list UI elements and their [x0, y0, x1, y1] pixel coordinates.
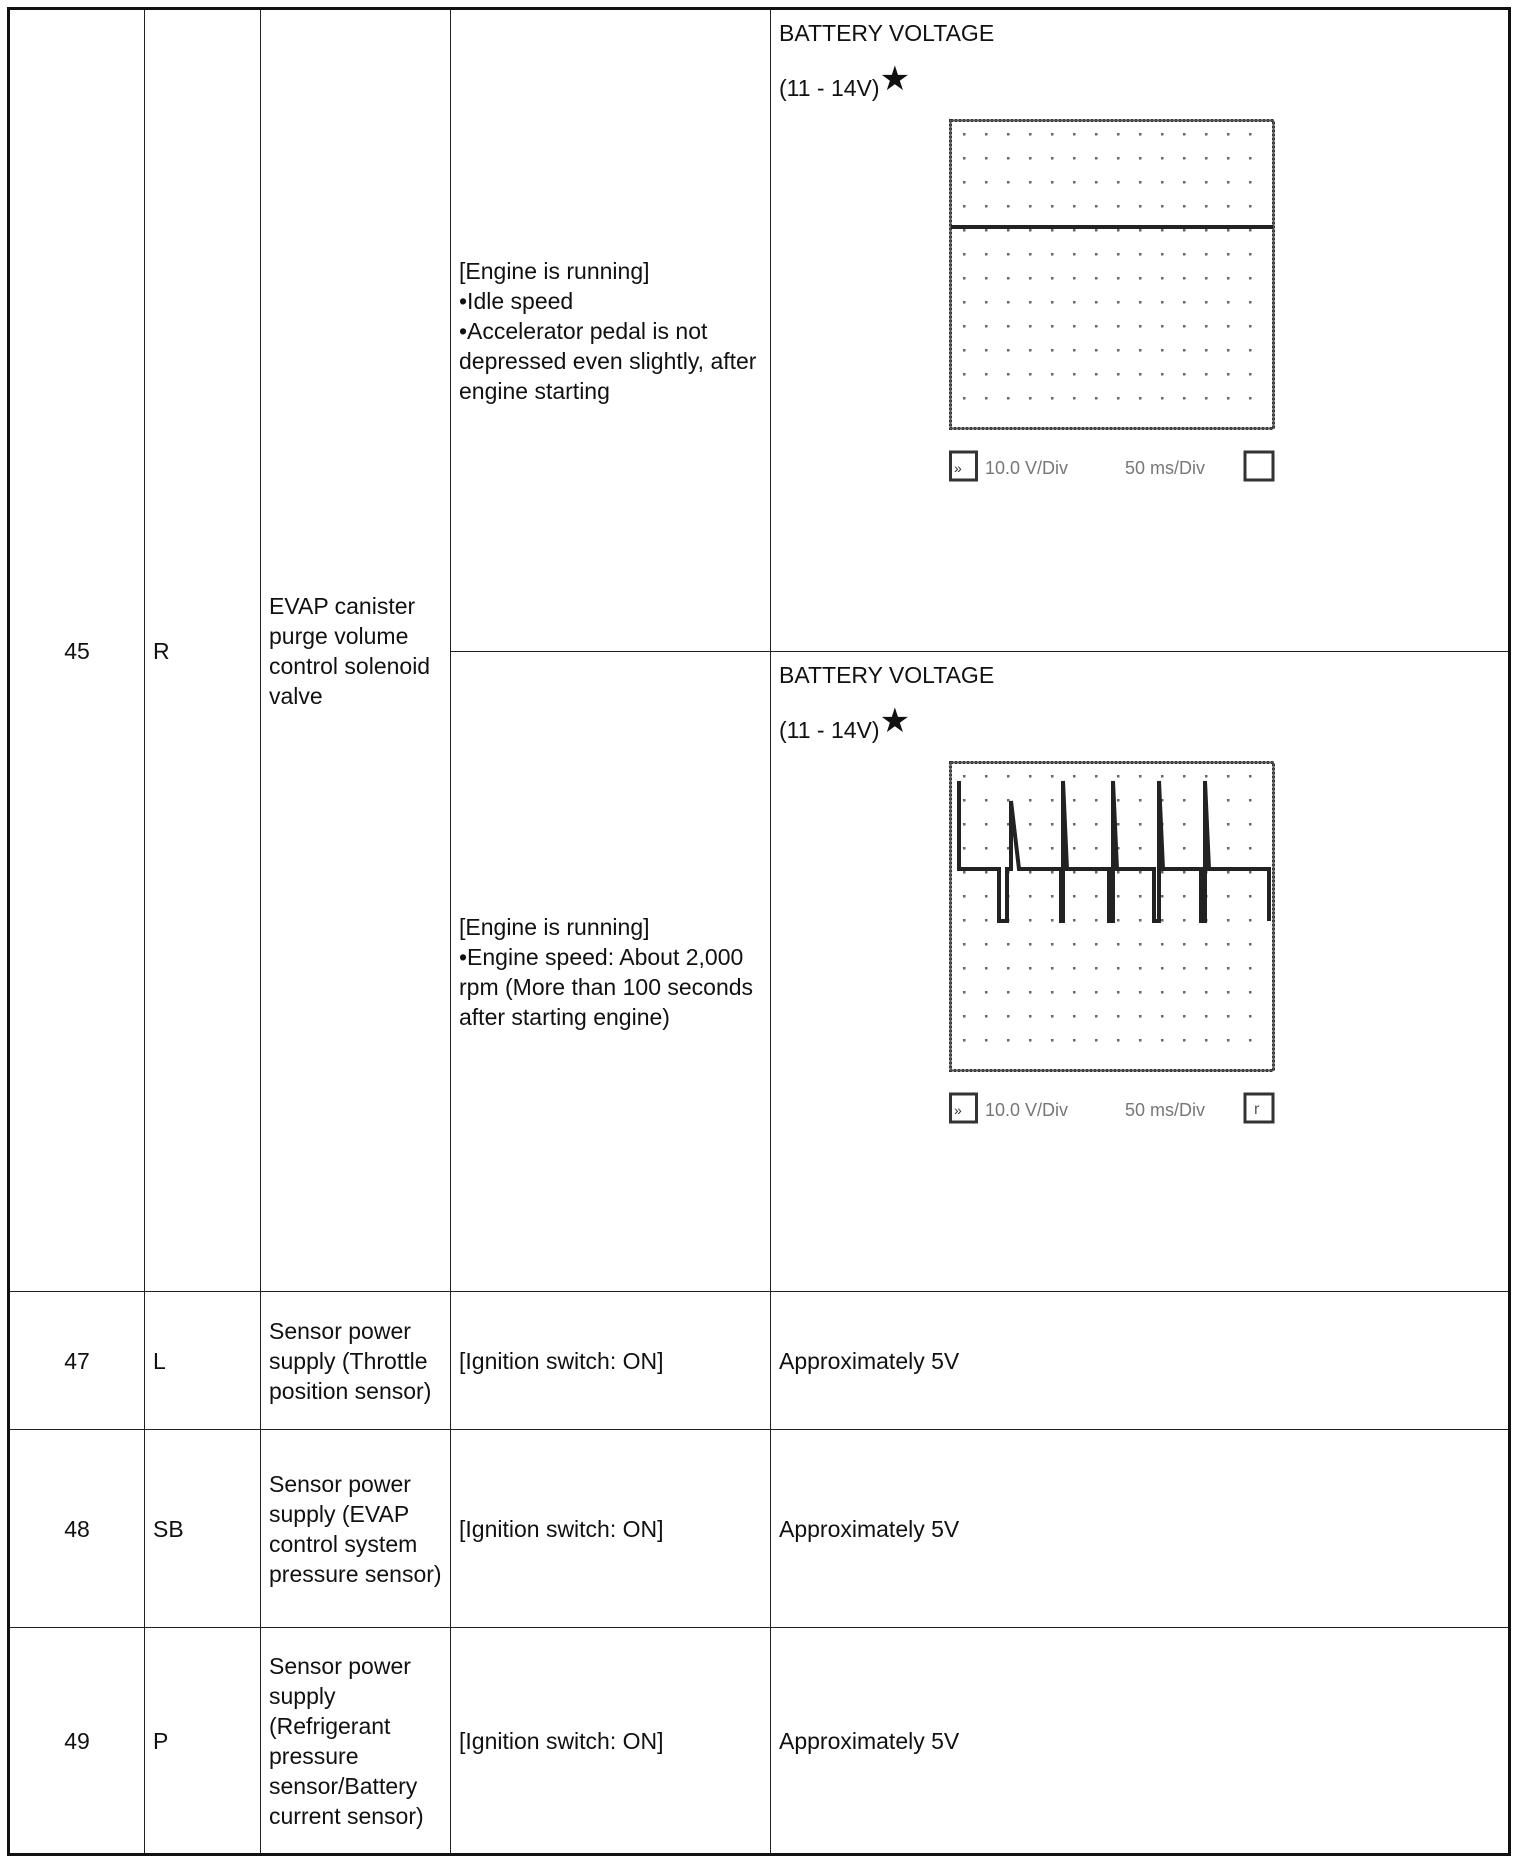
condition-cell: [451, 9, 771, 652]
scope-frame: [951, 121, 1274, 429]
scope-status-bar: [951, 452, 1274, 480]
condition-line: [Engine is running]: [459, 257, 650, 284]
terminal-number: 48: [9, 1430, 145, 1628]
item-description: Sensor power supply (Refrigerant pressure sensor/Battery current sensor): [261, 1628, 451, 1855]
condition-line: •Engine speed: About 2,000 rpm (More than 100 seconds after starting engine): [459, 943, 754, 1030]
oscilloscope-waveform-idle: [949, 119, 1275, 487]
table-row: [9, 1628, 1510, 1855]
scope-volt-div: 10.0 V/Div: [985, 458, 1069, 478]
table-row: [9, 1430, 1510, 1628]
scope-status-bar: [951, 1094, 1274, 1122]
condition-cell: [Ignition switch: ON]: [451, 1292, 771, 1430]
condition-line: [Engine is running]: [459, 913, 650, 940]
item-description: Sensor power supply (Throttle position sensor): [261, 1292, 451, 1430]
scope-marker: »: [954, 1102, 962, 1118]
table-row: [9, 9, 1510, 652]
value-title: BATTERY VOLTAGE: [779, 662, 995, 688]
terminal-spec-table: [7, 7, 1511, 1856]
item-description: EVAP canister purge volume control solenoid valve: [261, 9, 451, 1292]
value-cell: Approximately 5V: [771, 1628, 1510, 1855]
scope-time-div: 50 ms/Div: [1125, 458, 1206, 478]
scope-time-div: 50 ms/Div: [1125, 1100, 1206, 1120]
condition-cell: [Ignition switch: ON]: [451, 1430, 771, 1628]
scope-marker: »: [954, 460, 962, 476]
terminal-number: 49: [9, 1628, 145, 1855]
value-cell: [771, 9, 1510, 652]
item-description: Sensor power supply (EVAP control system pressure sensor): [261, 1430, 451, 1628]
value-cell: Approximately 5V: [771, 1292, 1510, 1430]
wire-color: R: [145, 9, 261, 1292]
value-cell: [771, 652, 1510, 1292]
value-range: (11 - 14V): [779, 717, 880, 743]
terminal-number: 45: [9, 9, 145, 1292]
condition-line: •Idle speed: [459, 287, 574, 314]
value-range: (11 - 14V): [779, 75, 880, 101]
value-cell: Approximately 5V: [771, 1430, 1510, 1628]
value-title: BATTERY VOLTAGE: [779, 20, 995, 46]
terminal-number: 47: [9, 1292, 145, 1430]
condition-cell: [451, 652, 771, 1292]
wire-color: SB: [145, 1430, 261, 1628]
table-row: [9, 1292, 1510, 1430]
star-icon: ★: [879, 60, 911, 98]
wire-color: P: [145, 1628, 261, 1855]
wire-color: L: [145, 1292, 261, 1430]
oscilloscope-waveform-2000rpm: [949, 761, 1275, 1129]
scope-corner-label: r: [1254, 1101, 1260, 1118]
scope-volt-div: 10.0 V/Div: [985, 1100, 1069, 1120]
star-icon: ★: [879, 702, 911, 740]
condition-line: •Accelerator pedal is not depressed even slightly, after engine starting: [459, 317, 757, 404]
condition-cell: [Ignition switch: ON]: [451, 1628, 771, 1855]
